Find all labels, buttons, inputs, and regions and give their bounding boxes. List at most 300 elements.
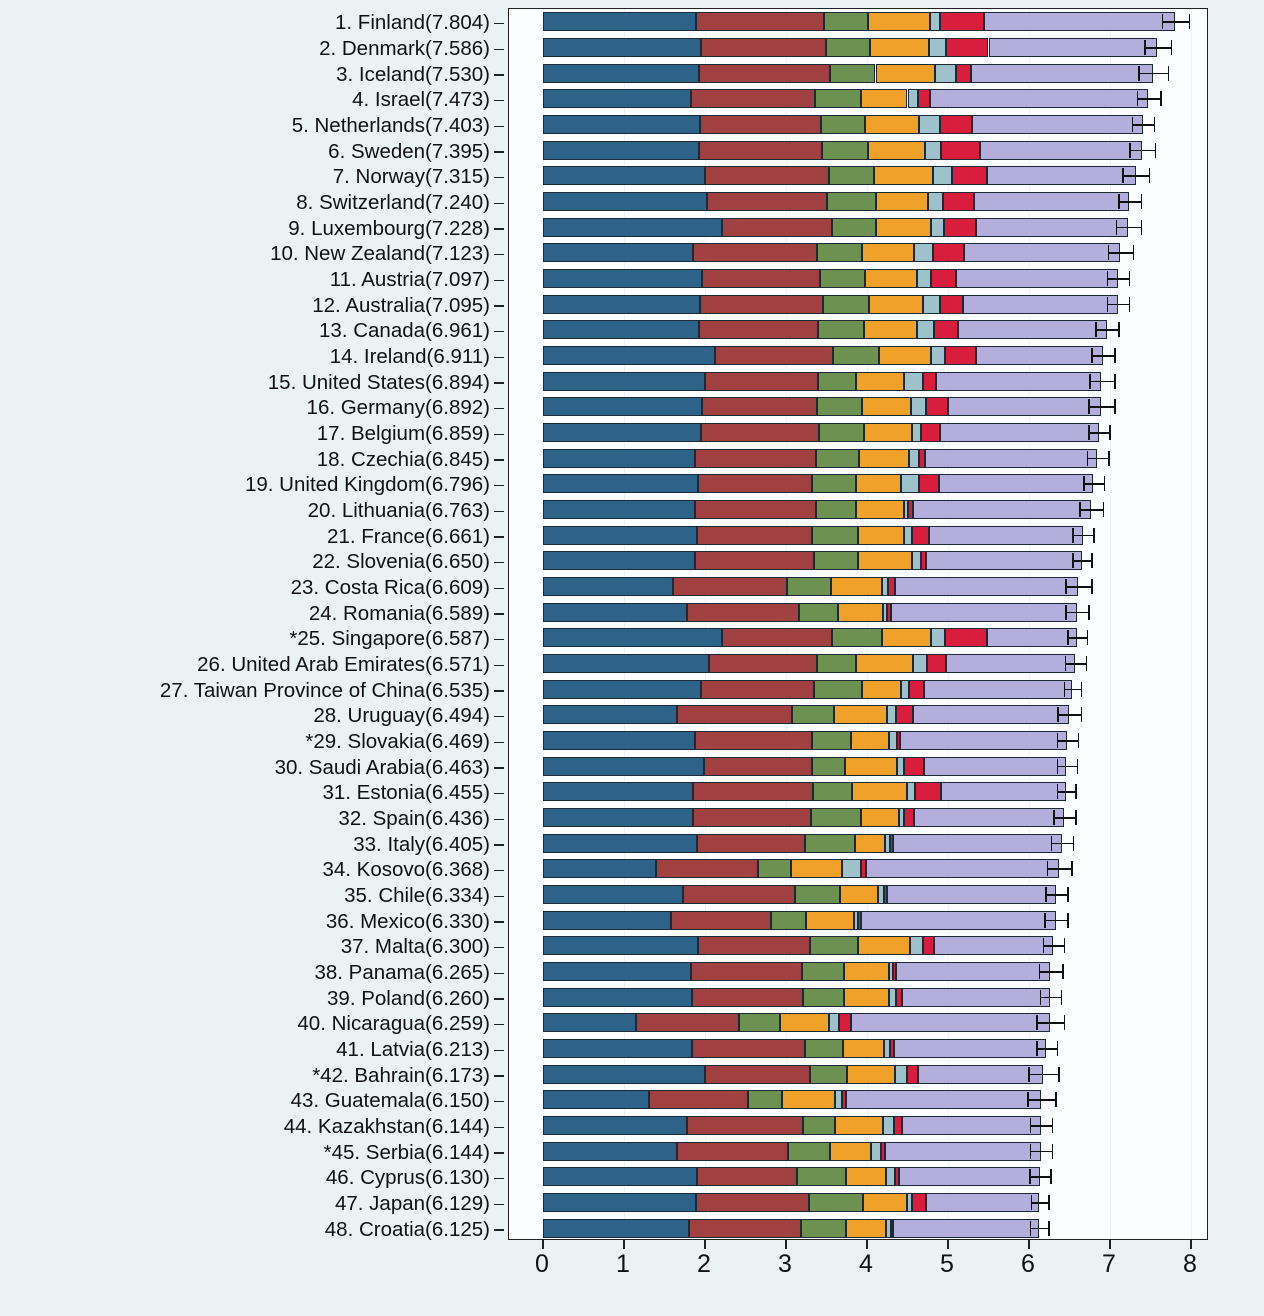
bar-segment [855, 834, 885, 853]
bar-segment [814, 680, 862, 699]
bar-segment [904, 526, 912, 545]
category-label: 13. Canada(6.961) [319, 319, 490, 343]
bar-segment [705, 166, 830, 185]
bar-segment [677, 1142, 788, 1161]
table-row [509, 805, 1208, 830]
bar-segment [799, 603, 838, 622]
confidence-interval-cap [1051, 836, 1053, 851]
table-row [509, 292, 1208, 317]
bar-segment [543, 1116, 687, 1135]
bar-segment [899, 1167, 1040, 1186]
bar-segment [543, 423, 701, 442]
bar-segment [930, 89, 1148, 108]
bar-segment [912, 423, 922, 442]
category-label: 46. Cyprus(6.130) [325, 1166, 490, 1190]
bar-segment [900, 731, 1067, 750]
x-axis-tick-label: 2 [697, 1250, 711, 1278]
bar-segment [987, 628, 1077, 647]
confidence-interval-line [1129, 150, 1154, 152]
bar-segment [919, 474, 939, 493]
x-axis-tick [785, 1240, 787, 1249]
confidence-interval-cap [1108, 245, 1110, 260]
confidence-interval-cap [1141, 220, 1143, 235]
bar-segment [543, 1193, 696, 1212]
bar-segment [693, 243, 817, 262]
bar-segment [964, 243, 1120, 262]
bar-segment [543, 988, 692, 1007]
bar-segment [943, 192, 975, 211]
confidence-interval-cap [1043, 938, 1045, 953]
confidence-interval-cap [1052, 1118, 1054, 1133]
confidence-interval-cap [1067, 887, 1069, 902]
bar-segment [856, 474, 901, 493]
bar-segment [812, 526, 859, 545]
table-row [509, 1113, 1208, 1138]
bar-segment [543, 64, 699, 83]
bar-segment [862, 680, 901, 699]
bar-segment [956, 269, 1118, 288]
bar-segment [893, 834, 1062, 853]
bar-segment [846, 1219, 886, 1238]
bar-segment [697, 1167, 796, 1186]
bar-segment [876, 218, 930, 237]
confidence-interval-cap [1031, 1195, 1033, 1210]
bar-segment [912, 1193, 926, 1212]
y-axis-tick [494, 1204, 504, 1206]
bar-segment [816, 449, 858, 468]
y-axis-tick [494, 767, 504, 769]
category-label: 19. United Kingdom(6.796) [244, 473, 490, 497]
bar-segment [921, 423, 939, 442]
bar-segment [795, 885, 840, 904]
bar-segment [691, 962, 803, 981]
confidence-interval-cap [1138, 66, 1140, 81]
bar-segment [843, 1039, 885, 1058]
bar-segment [882, 628, 932, 647]
bar-segment [858, 551, 911, 570]
confidence-interval-cap [1114, 348, 1116, 363]
confidence-interval-cap [1089, 374, 1091, 389]
bar-segment [885, 1142, 1041, 1161]
bar-segment [894, 1039, 1046, 1058]
confidence-interval-line [1030, 1151, 1052, 1153]
x-axis-tick [1190, 1240, 1192, 1249]
bar-segment [909, 449, 918, 468]
bar-segment [901, 680, 909, 699]
confidence-interval-cap [1078, 733, 1080, 748]
bar-segment [886, 1167, 895, 1186]
x-axis-tick-label: 8 [1183, 1250, 1197, 1278]
x-axis-tick [866, 1240, 868, 1249]
confidence-interval-cap [1171, 40, 1173, 55]
bar-segment [805, 834, 855, 853]
bar-segment [876, 64, 936, 83]
confidence-interval-cap [1053, 810, 1055, 825]
bar-segment [945, 628, 987, 647]
bar-segment [868, 12, 931, 31]
bar-segment [919, 115, 939, 134]
category-label: 1. Finland(7.804) [335, 11, 490, 35]
confidence-interval-cap [1058, 1067, 1060, 1082]
confidence-interval-line [1088, 406, 1114, 408]
confidence-interval-cap [1116, 220, 1118, 235]
confidence-interval-cap [1083, 476, 1085, 491]
category-label: 20. Lithuania(6.763) [307, 499, 490, 522]
confidence-interval-cap [1057, 1041, 1059, 1056]
bar-segment [931, 628, 945, 647]
bar-segment [896, 705, 913, 724]
bar-segment [543, 551, 695, 570]
confidence-interval-cap [1081, 707, 1083, 722]
bar-segment [904, 757, 924, 776]
bar-segment [914, 243, 932, 262]
bar-segment [780, 1013, 829, 1032]
confidence-interval-line [1108, 252, 1133, 254]
confidence-interval-cap [1044, 913, 1046, 928]
bar-segment [809, 1193, 863, 1212]
table-row [509, 189, 1208, 214]
bar-segment [976, 218, 1129, 237]
confidence-interval-cap [1122, 168, 1124, 183]
bar-segment [806, 911, 854, 930]
bar-segment [820, 269, 865, 288]
confidence-interval-line [1118, 201, 1141, 203]
category-label: 9. Luxembourg(7.228) [288, 216, 490, 240]
bar-segment [543, 192, 707, 211]
bar-segment [864, 423, 912, 442]
confidence-interval-cap [1154, 117, 1156, 132]
bar-segment [915, 782, 941, 801]
y-axis-tick [494, 921, 504, 923]
bar-segment [692, 1039, 805, 1058]
bar-segment [923, 295, 940, 314]
bar-segment [944, 218, 976, 237]
bar-segment [812, 731, 852, 750]
bar-segment [924, 680, 1072, 699]
bar-segment [812, 757, 846, 776]
confidence-interval-cap [1160, 91, 1162, 106]
bar-segment [695, 551, 815, 570]
bar-segment [689, 1219, 802, 1238]
bar-segment [696, 1193, 809, 1212]
bar-segment [940, 115, 972, 134]
confidence-interval-line [1036, 1048, 1056, 1050]
bar-segment [889, 988, 897, 1007]
y-axis-tick [494, 690, 504, 692]
bar-segment [543, 346, 715, 365]
confidence-interval-cap [1048, 1195, 1050, 1210]
bar-segment [695, 449, 817, 468]
confidence-interval-line [1051, 843, 1073, 845]
bar-segment [940, 423, 1099, 442]
table-row [509, 1190, 1208, 1215]
bar-segment [935, 64, 955, 83]
bar-segment [859, 449, 910, 468]
confidence-interval-line [1053, 817, 1075, 819]
bar-segment [543, 834, 697, 853]
confidence-interval-line [1095, 329, 1118, 331]
bar-segment [909, 680, 924, 699]
bar-segment [700, 115, 821, 134]
confidence-interval-cap [1027, 1092, 1029, 1107]
bar-segment [956, 64, 971, 83]
confidence-interval-cap [1057, 784, 1059, 799]
table-row [509, 574, 1208, 599]
y-axis-tick [494, 639, 504, 641]
category-label: 31. Estonia(6.455) [322, 781, 490, 805]
bar-segment [543, 218, 722, 237]
bar-segment [543, 859, 656, 878]
bar-segment [914, 808, 1064, 827]
bar-segment [866, 859, 1059, 878]
bar-segment [815, 89, 862, 108]
bar-segment [543, 89, 691, 108]
confidence-interval-cap [1091, 553, 1093, 568]
bar-segment [739, 1013, 780, 1032]
bar-segment [940, 12, 983, 31]
category-label: 28. Uruguay(6.494) [313, 704, 490, 728]
confidence-interval-line [1122, 175, 1149, 177]
category-label: 24. Romania(6.589) [308, 601, 490, 625]
bar-segment [683, 885, 795, 904]
bar-segment [543, 320, 699, 339]
bar-segment [832, 628, 882, 647]
confidence-interval-line [1027, 1099, 1055, 1101]
table-row [509, 163, 1208, 188]
table-row [509, 908, 1208, 933]
confidence-interval-line [1065, 586, 1091, 588]
y-axis-tick [494, 896, 504, 898]
bar-segment [835, 1090, 842, 1109]
y-axis-tick [494, 536, 504, 538]
bar-segment [543, 577, 673, 596]
confidence-interval-cap [1071, 861, 1073, 876]
bar-segment [671, 911, 771, 930]
bar-segment [842, 859, 860, 878]
x-axis-tick-label: 4 [859, 1250, 873, 1278]
bar-segment [543, 1065, 705, 1084]
y-axis-tick [494, 613, 504, 615]
y-axis-tick [494, 177, 504, 179]
table-row [509, 215, 1208, 240]
confidence-interval-line [1087, 458, 1109, 460]
confidence-interval-cap [1133, 245, 1135, 260]
category-label: 47. Japan(6.129) [334, 1192, 490, 1215]
table-row [509, 394, 1208, 419]
bar-segment [543, 911, 671, 930]
bar-segment [851, 1013, 1050, 1032]
confidence-interval-cap [1129, 143, 1131, 158]
category-label: 3. Iceland(7.530) [336, 62, 490, 86]
confidence-interval-line [1040, 997, 1061, 999]
bar-segment [812, 474, 857, 493]
y-axis-tick [494, 74, 504, 76]
x-axis-tick-label: 7 [1102, 1250, 1116, 1278]
confidence-interval-cap [1104, 476, 1106, 491]
bar-segment [971, 64, 1153, 83]
confidence-interval-line [1043, 945, 1064, 947]
bar-segment [917, 320, 934, 339]
bar-segment [543, 1167, 697, 1186]
table-row [509, 625, 1208, 650]
category-label: 8. Switzerland(7.240) [296, 191, 490, 214]
bar-segment [792, 705, 834, 724]
y-axis-tick [494, 1075, 504, 1077]
bar-segment [879, 346, 931, 365]
bar-segment [926, 1193, 1039, 1212]
bar-segment [697, 834, 805, 853]
bar-segment [817, 397, 862, 416]
y-axis-tick [494, 100, 504, 102]
bar-segment [782, 1090, 835, 1109]
bar-segment [976, 346, 1103, 365]
confidence-interval-cap [1103, 502, 1105, 517]
bar-segment [856, 500, 903, 519]
bar-segment [907, 782, 915, 801]
bar-segment [697, 526, 812, 545]
confidence-interval-cap [1118, 322, 1120, 337]
bar-segment [974, 192, 1129, 211]
bar-segment [924, 757, 1067, 776]
category-label: 39. Poland(6.260) [327, 986, 490, 1010]
bar-segment [715, 346, 833, 365]
confidence-interval-cap [1087, 630, 1089, 645]
bar-segment [696, 12, 824, 31]
category-label: 41. Latvia(6.213) [336, 1038, 490, 1061]
x-axis [508, 1240, 1208, 1300]
x-axis-tick [542, 1240, 544, 1249]
x-axis-tick-label: 0 [535, 1250, 549, 1278]
confidence-interval-cap [1091, 348, 1093, 363]
table-row [509, 35, 1208, 60]
bar-segment [826, 38, 869, 57]
bar-segment [801, 1219, 846, 1238]
category-label: 22. Slovenia(6.650) [312, 550, 490, 574]
x-axis-tick [623, 1240, 625, 1249]
category-label: 27. Taiwan Province of China(6.535) [159, 678, 490, 702]
confidence-interval-line [1144, 47, 1171, 49]
category-label: 4. Israel(7.473) [352, 88, 490, 112]
bar-segment [918, 89, 931, 108]
bar-segment [816, 500, 856, 519]
confidence-interval-line [1057, 791, 1076, 793]
confidence-interval-line [1057, 714, 1080, 716]
bar-segment [814, 551, 858, 570]
category-label: 34. Kosovo(6.368) [322, 858, 490, 882]
confidence-interval-cap [1065, 579, 1067, 594]
bar-segment [869, 295, 922, 314]
y-axis-tick [494, 203, 504, 205]
bar-segment [695, 731, 812, 750]
table-row [509, 985, 1208, 1010]
bar-segment [984, 12, 1175, 31]
category-label: 48. Croatia(6.125) [324, 1217, 490, 1241]
bar-segment [864, 320, 917, 339]
bar-segment [673, 577, 786, 596]
bar-segment [931, 269, 956, 288]
bar-segment [946, 654, 1075, 673]
bar-segment [963, 295, 1118, 314]
confidence-interval-line [1138, 73, 1167, 75]
category-label: 44. Kazakhstan(6.144) [283, 1115, 490, 1138]
table-row [509, 1062, 1208, 1087]
y-axis-tick [494, 408, 504, 410]
y-axis-tick [494, 1152, 504, 1154]
y-axis-tick [494, 588, 504, 590]
bar-segment [889, 731, 897, 750]
bar-segment [861, 808, 899, 827]
y-axis-tick [494, 1127, 504, 1129]
bar-segment [894, 1116, 903, 1135]
confidence-interval-cap [1064, 1015, 1066, 1030]
category-label: 7. Norway(7.315) [332, 165, 490, 189]
bar-segment [904, 372, 924, 391]
bar-segment [933, 166, 952, 185]
bar-segment [787, 577, 831, 596]
confidence-interval-line [1028, 1074, 1058, 1076]
bar-segment [691, 89, 814, 108]
table-row [509, 677, 1208, 702]
bar-segment [846, 1167, 886, 1186]
bar-segment [695, 500, 816, 519]
bar-segment [705, 372, 818, 391]
bar-segment [722, 628, 831, 647]
y-axis-tick [494, 998, 504, 1000]
bar-segment [838, 603, 883, 622]
confidence-interval-line [1072, 535, 1093, 537]
bar-segment [701, 680, 814, 699]
confidence-interval-line [1057, 766, 1077, 768]
confidence-interval-cap [1155, 143, 1157, 158]
y-axis-tick [494, 228, 504, 230]
confidence-interval-cap [1118, 194, 1120, 209]
bar-segment [543, 526, 697, 545]
bar-segment [844, 988, 889, 1007]
x-axis-tick [704, 1240, 706, 1249]
table-row [509, 779, 1208, 804]
bar-segment [830, 1142, 871, 1161]
bar-segment [917, 269, 931, 288]
bar-segment [925, 141, 941, 160]
table-row [509, 446, 1208, 471]
confidence-interval-line [1029, 1176, 1050, 1178]
y-axis-tick [494, 357, 504, 359]
bar-segment [887, 885, 1056, 904]
bar-segment [543, 705, 677, 724]
y-axis-tick [494, 947, 504, 949]
x-axis-tick-label: 6 [1021, 1250, 1035, 1278]
bar-segment [705, 1065, 811, 1084]
confidence-interval-cap [1091, 579, 1093, 594]
confidence-interval-cap [1114, 374, 1116, 389]
confidence-interval-cap [1067, 913, 1069, 928]
y-axis-tick [494, 331, 504, 333]
confidence-interval-line [1065, 663, 1086, 665]
bar-segment [699, 320, 818, 339]
bar-segment [833, 346, 878, 365]
bar-segment [930, 12, 940, 31]
confidence-interval-line [1079, 509, 1102, 511]
bar-segment [945, 346, 976, 365]
bar-segment [709, 654, 817, 673]
table-row [509, 497, 1208, 522]
y-axis-tick [494, 793, 504, 795]
bar-segment [543, 12, 696, 31]
bar-segment [822, 141, 868, 160]
table-row [509, 523, 1208, 548]
x-axis-tick-label: 5 [940, 1250, 954, 1278]
category-label: 21. France(6.661) [327, 524, 490, 548]
